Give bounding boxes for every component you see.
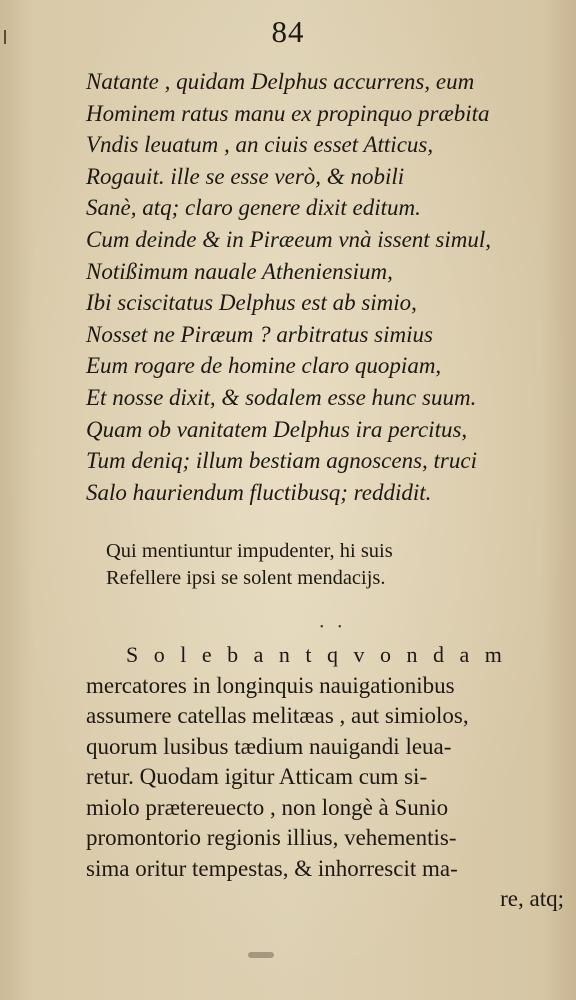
page-number: 84 bbox=[271, 14, 305, 49]
prose-block bbox=[86, 640, 564, 915]
verse-line: Vndis leuatum , an ciuis esset Atticus, bbox=[86, 132, 434, 158]
verse-line: Notißimum nauale Atheniensium, bbox=[86, 258, 393, 284]
verse-line: Rogauit. ille se esse verò, & nobili bbox=[86, 163, 405, 189]
prose-line: sima oritur tempestas, & inhorrescit ma- bbox=[86, 855, 458, 881]
verse-block bbox=[86, 66, 546, 508]
verse-line: Hominem ratus manu ex propinquo præbita bbox=[86, 100, 490, 126]
prose-line: mercatores in longinquis nauigationibus bbox=[86, 672, 455, 698]
verse-line: Salo hauriendum fluctibusq; reddidit. bbox=[86, 479, 432, 505]
verse-line: Tum deniq; illum bestiam agnoscens, truci bbox=[86, 448, 477, 474]
ornament-dots: • • bbox=[320, 622, 348, 633]
prose-line-catchword: re, atq; bbox=[500, 886, 564, 911]
verse-line: Eum rogare de homine claro quopiam, bbox=[86, 353, 442, 379]
prose-line: quorum lusibus tædium nauigandi leua- bbox=[86, 733, 452, 759]
prose-line: miolo prætereuecto , non longè à Sunio bbox=[86, 794, 449, 820]
ink-smudge bbox=[248, 952, 274, 958]
moral-line: Qui mentiuntur impudenter, hi suis bbox=[106, 540, 393, 562]
prose-line: promontorio regionis illius, vehementis- bbox=[86, 825, 457, 850]
verse-line: Ibi sciscitatus Delphus est ab simio, bbox=[86, 290, 417, 316]
verse-line: Et nosse dixit, & sodalem esse hunc suum. bbox=[86, 384, 477, 410]
moral-block bbox=[106, 538, 546, 592]
verse-line: Sanè, atq; claro genere dixit editum. bbox=[86, 195, 421, 221]
prose-line: retur. Quodam igitur Atticam cum si- bbox=[86, 764, 428, 789]
verse-line: Natante , quidam Delphus accurrens, eum bbox=[86, 69, 475, 94]
prose-opening-line: S o l e b a n t q v o n d a m bbox=[126, 642, 507, 667]
moral-line: Refellere ipsi se solent mendacijs. bbox=[106, 567, 386, 589]
verse-line: Quam ob vanitatem Delphus ira percitus, bbox=[86, 416, 468, 442]
prose-line: assumere catellas melitæas , aut simiolos, bbox=[86, 703, 469, 728]
verse-line: Nosset ne Piræum ? arbitratus simius bbox=[86, 321, 433, 347]
verse-line: Cum deinde & in Piræeum vnà issent simul, bbox=[86, 226, 492, 252]
